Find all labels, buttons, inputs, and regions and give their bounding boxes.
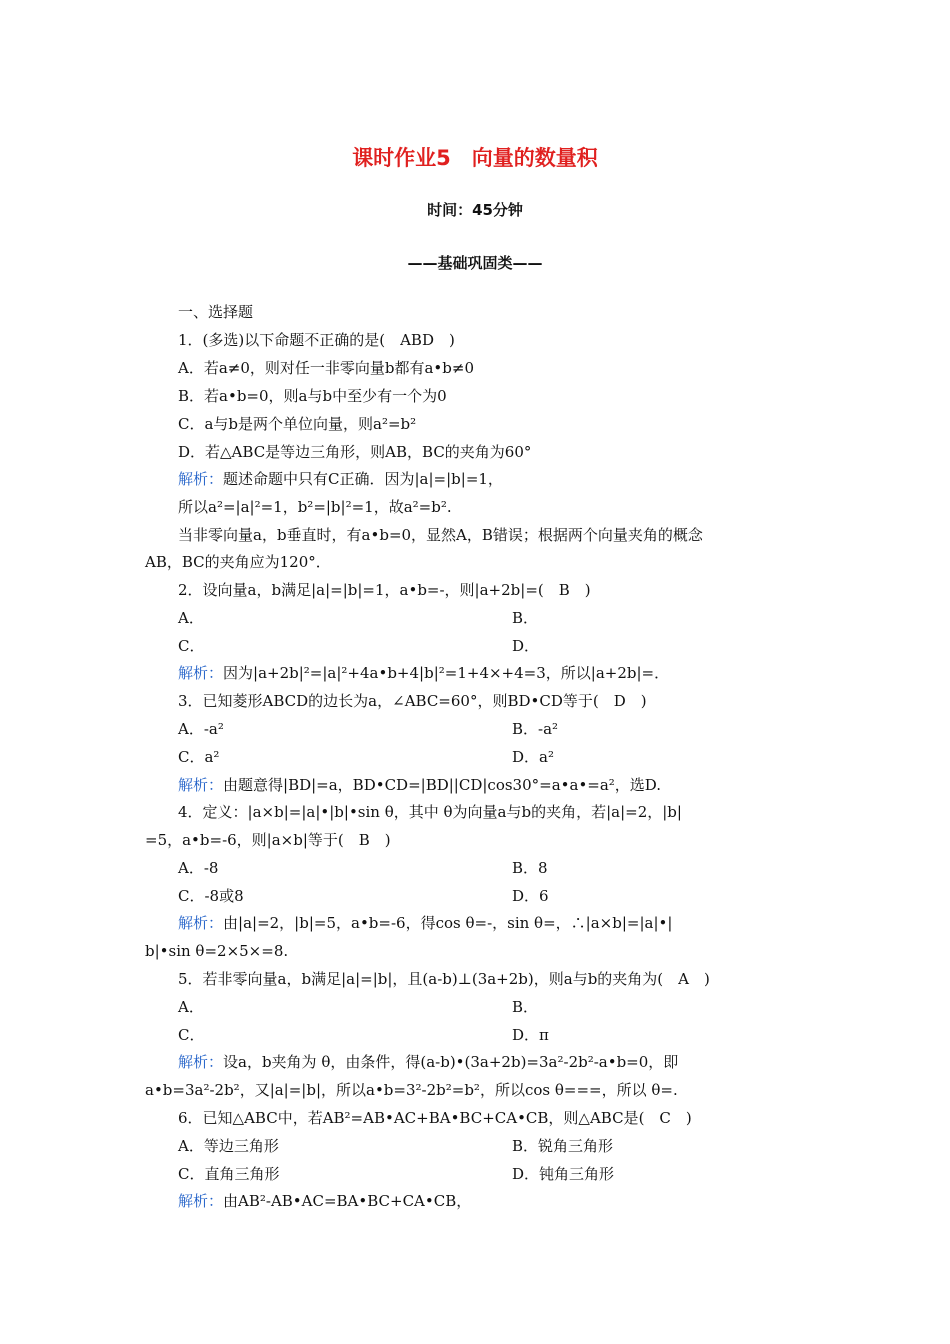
option-right: B． xyxy=(512,998,539,1016)
text-line: 一、选择题 xyxy=(178,303,254,321)
option-right: B．8 xyxy=(512,859,548,877)
option-right: D．6 xyxy=(512,887,549,905)
analysis-line: 解析：因为|a+2b|²=|a|²+4a•b+4|b|²=1+4×+4=3，所以|a+2b|=． xyxy=(178,664,670,682)
section-heading: ——基础巩固类—— xyxy=(407,254,543,272)
text-line: C． xyxy=(178,1026,205,1044)
analysis-line: 解析：由题意得|BD|=a，BD•CD=|BD||CD|cos30°=a•a•=a²，选D. xyxy=(178,776,662,794)
analysis-label: 解析： xyxy=(178,1053,224,1071)
text-line: A．等边三角形 xyxy=(178,1137,279,1155)
time-limit: 时间：45分钟 xyxy=(427,201,523,219)
page-title: 课时作业5 向量的数量积 xyxy=(352,146,598,170)
text-line: 4．定义：|a×b|=|a|•|b|•sin θ，其中 θ为向量a与b的夹角，若|a|=2，|b| xyxy=(178,803,682,821)
analysis-line: 解析：由AB²-AB•AC=BA•BC+CA•CB， xyxy=(178,1192,472,1210)
text-line: 1．(多选)以下命题不正确的是( ABD ) xyxy=(178,331,455,349)
text-line: A． xyxy=(178,609,204,627)
text-line: A．-8 xyxy=(178,859,219,877)
analysis-label: 解析： xyxy=(178,1192,224,1210)
text-line: A．-a² xyxy=(178,720,224,738)
text-line: B．若a•b=0，则a与b中至少有一个为0 xyxy=(178,387,447,405)
text-line: C．a² xyxy=(178,748,220,766)
text-line: D．若△ABC是等边三角形，则AB，BC的夹角为60° xyxy=(178,443,532,461)
text-line: 2．设向量a，b满足|a|=|b|=1，a•b=-，则|a+2b|=( B ) xyxy=(178,581,591,599)
text-line: =5，a•b=-6，则|a×b|等于( B ) xyxy=(145,831,391,849)
option-right: B．锐角三角形 xyxy=(512,1137,614,1155)
analysis-label: 解析： xyxy=(178,664,224,682)
text-line: A． xyxy=(178,998,204,1016)
text-line: 所以a²=|a|²=1，b²=|b|²=1，故a²=b². xyxy=(178,498,452,516)
analysis-line: 解析：设a，b夹角为 θ，由条件，得(a-b)•(3a+2b)=3a²-2b²-a•b=0，即 xyxy=(178,1053,679,1071)
text-line: b|•sin θ=2×5×=8. xyxy=(145,942,289,960)
option-right: D．钝角三角形 xyxy=(512,1165,615,1183)
text-line: a•b=3a²-2b²，又|a|=|b|，所以a•b=3²-2b²=b²，所以cos θ===，所以 θ=. xyxy=(145,1081,678,1099)
option-right: D． xyxy=(512,637,540,655)
text-line: 3．已知菱形ABCD的边长为a，∠ABC=60°，则BD•CD等于( D ) xyxy=(178,692,647,710)
text-line: C．直角三角形 xyxy=(178,1165,280,1183)
analysis-label: 解析： xyxy=(178,914,224,932)
option-right: B． xyxy=(512,609,539,627)
option-right: B．-a² xyxy=(512,720,559,738)
option-right: D．a² xyxy=(512,748,554,766)
text-line: A．若a≠0，则对任一非零向量b都有a•b≠0 xyxy=(178,359,474,377)
text-line: C． xyxy=(178,637,205,655)
analysis-line: 解析：题述命题中只有C正确．因为|a|=|b|=1， xyxy=(178,470,503,488)
text-line: 当非零向量a，b垂直时，有a•b=0，显然A，B错误；根据两个向量夹角的概念 xyxy=(178,526,703,544)
text-line: C．a与b是两个单位向量，则a²=b² xyxy=(178,415,417,433)
analysis-label: 解析： xyxy=(178,470,224,488)
text-line: C．-8或8 xyxy=(178,887,244,905)
text-line: AB，BC的夹角应为120°． xyxy=(145,553,331,571)
option-right: D．π xyxy=(512,1026,549,1044)
text-line: 6．已知△ABC中，若AB²=AB•AC+BA•BC+CA•CB，则△ABC是( C ) xyxy=(178,1109,692,1127)
analysis-label: 解析： xyxy=(178,776,224,794)
analysis-line: 解析：由|a|=2，|b|=5，a•b=-6，得cos θ=-，sin θ=，∴|a×b|=|a|•| xyxy=(178,914,673,932)
text-line: 5．若非零向量a，b满足|a|=|b|，且(a-b)⊥(3a+2b)，则a与b的夹角为( A ) xyxy=(178,970,710,988)
